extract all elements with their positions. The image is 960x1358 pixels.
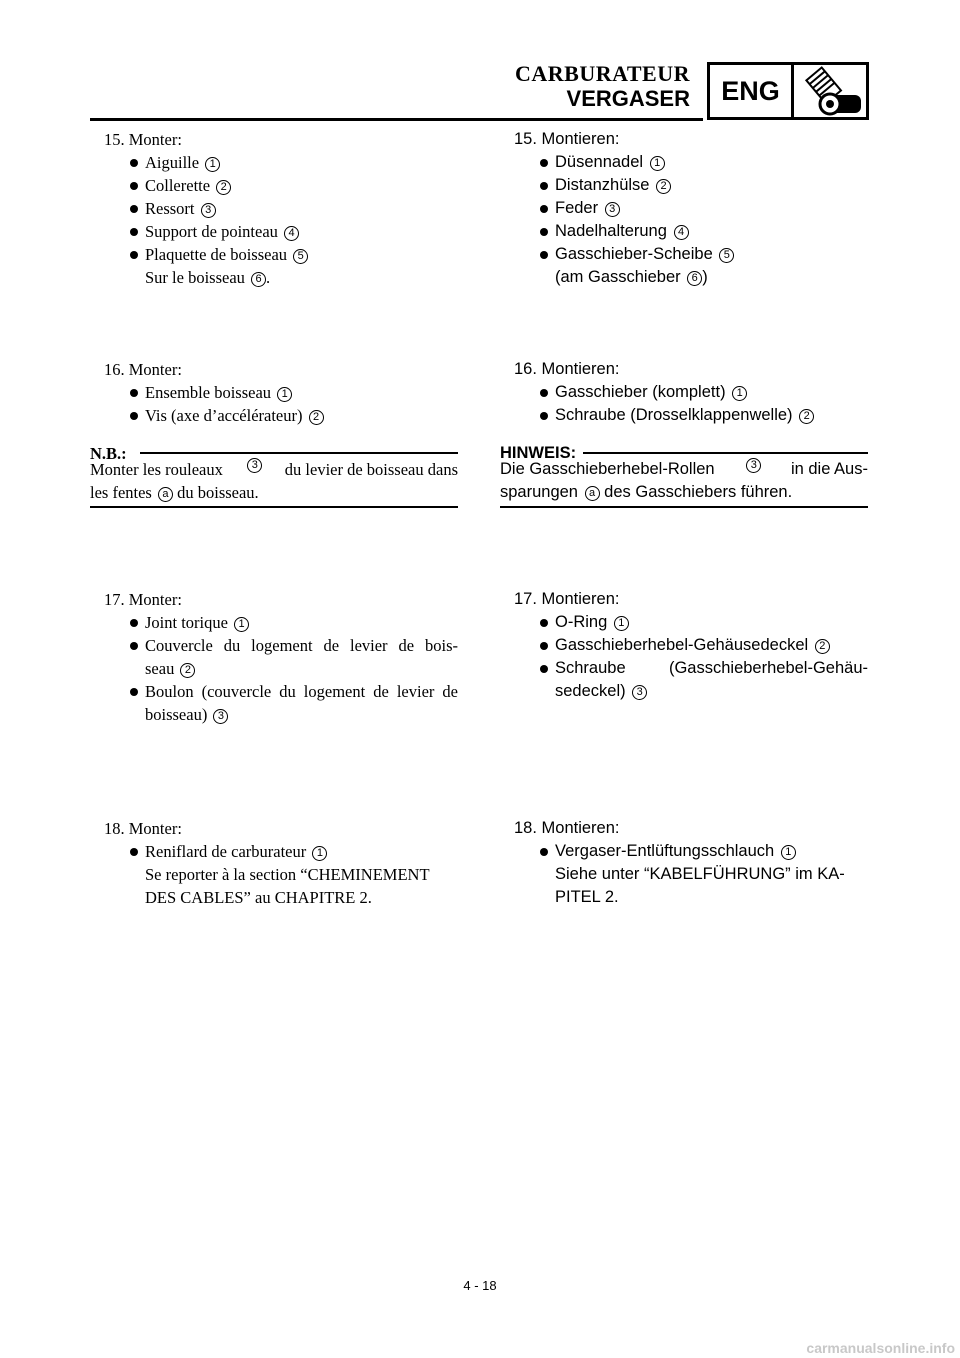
de-note-bottom-rule [500,506,868,508]
list-item [90,611,458,634]
item-text: Schraube (Gasschieberhebel-Gehäu- [555,659,868,677]
cont-text: boisseau) [145,705,208,724]
callout-number: 6 [687,271,702,286]
item-text: Gasschieber-Scheibe [555,245,713,263]
bullet-icon [540,228,548,236]
item-text: Nadelhalterung [555,222,667,240]
page-number: 4 - 18 [463,1278,497,1293]
callout-number: 3 [201,203,216,218]
list-item [90,220,458,243]
list-item [500,243,868,266]
item-text: Ensemble boisseau [145,383,272,402]
continuation-text: PITEL 2. [555,888,619,906]
list-item [500,174,868,197]
continuation-text [90,266,458,289]
bullet-icon [540,848,548,856]
fr-step-16 [90,358,458,427]
fr-step-15 [90,128,458,289]
section-tag-box [707,62,869,120]
list-item [90,174,458,197]
callout-letter: a [585,486,600,501]
fr-note-heading: N.B.: [90,444,127,463]
header-title-de: VERGASER [566,86,690,111]
list-item [500,220,868,243]
fr-step-16-title: 16. Monter: [104,360,182,379]
list-item [500,611,868,634]
item-text: Gasschieberhebel-Gehäusedeckel [555,636,809,654]
note-text-part: in die Aus- [790,460,868,478]
list-item [500,634,868,657]
callout-number: 3 [247,458,262,473]
item-text: Plaquette de boisseau [145,245,288,264]
callout-number: 3 [213,709,228,724]
callout-number: 4 [674,225,689,240]
item-text: Distanzhülse [555,176,650,194]
watermark: carmanualsonline.info [806,1340,955,1356]
de-step-15-title: 15. Montieren: [514,130,620,148]
continuation-text [500,266,868,289]
cont-text: Sur le boisseau [145,268,245,287]
de-step-16 [500,358,868,427]
continuation-text [90,657,458,680]
bullet-icon [130,642,138,650]
item-text: Joint torique [145,613,228,632]
list-item [90,840,458,863]
bullet-icon [130,228,138,236]
item-text: Vergaser-Entlüftungsschlauch [555,842,775,860]
continuation-text: DES CABLES” au CHAPITRE 2. [145,888,372,907]
list-item [500,151,868,174]
bullet-icon [540,182,548,190]
callout-letter: a [158,487,173,502]
fr-step-15-title: 15. Monter: [104,130,182,149]
bullet-icon [130,251,138,259]
list-item [500,657,868,680]
bullet-icon [130,619,138,627]
item-text: Feder [555,199,599,217]
callout-number: 2 [815,639,830,654]
callout-number: 1 [205,157,220,172]
bullet-icon [130,688,138,696]
continuation-text: Siehe unter “KABELFÜHRUNG” im KA- [555,865,845,883]
de-step-17-title: 17. Montieren: [514,590,620,608]
note-text-part: Monter les rouleaux [90,460,223,479]
callout-number: 1 [650,156,665,171]
de-step-17 [500,588,868,703]
list-item [500,404,868,427]
fr-note-bottom-rule [90,506,458,508]
bullet-icon [540,251,548,259]
item-text: Support de pointeau [145,222,278,241]
continuation-text [500,680,868,703]
callout-number: 5 [719,248,734,263]
cont-text: sedeckel) [555,682,626,700]
callout-number: 1 [234,617,249,632]
note-text-part: du boisseau. [177,483,259,502]
list-item [90,404,458,427]
callout-number: 2 [656,179,671,194]
item-text: Ressort [145,199,195,218]
engine-piston-icon [797,65,866,117]
bullet-icon [130,205,138,213]
cont-text: (am Gasschieber [555,268,681,286]
list-item [500,197,868,220]
bullet-icon [540,389,548,397]
item-text: Aiguille [145,153,200,172]
list-item [500,840,868,863]
callout-number: 2 [309,410,324,425]
callout-number: 3 [605,202,620,217]
fr-note-text [90,458,458,504]
item-text: Düsennadel [555,153,644,171]
item-text: Vis (axe d’accélérateur) [145,406,303,425]
list-item [90,381,458,404]
de-note-heading: HINWEIS: [500,444,577,462]
callout-number: 1 [732,386,747,401]
callout-number: 2 [799,409,814,424]
header-rule [90,118,703,121]
de-step-16-title: 16. Montieren: [514,360,620,378]
callout-number: 1 [614,616,629,631]
item-text: Reniflard de carburateur [145,842,307,861]
continuation-text [90,703,458,726]
bullet-icon [540,619,548,627]
cont-end: . [266,268,271,287]
callout-number: 6 [251,272,266,287]
de-step-18 [500,817,868,909]
list-item [90,243,458,266]
fr-step-18-title: 18. Monter: [104,819,182,838]
bullet-icon [540,412,548,420]
note-text-part: sparungen [500,483,578,501]
bullet-icon [540,665,548,673]
fr-note-rule [140,452,458,454]
bullet-icon [130,848,138,856]
callout-number: 4 [284,226,299,241]
de-note-text [500,458,868,504]
callout-number: 3 [632,685,647,700]
item-text: Couvercle du logement de levier de bois- [145,636,458,655]
de-step-18-title: 18. Montieren: [514,819,620,837]
callout-number: 3 [746,458,761,473]
cont-text: seau [145,659,175,678]
bullet-icon [540,642,548,650]
list-item [90,680,458,703]
bullet-icon [130,389,138,397]
callout-number: 2 [216,180,231,195]
item-text: Collerette [145,176,211,195]
callout-number: 1 [312,846,327,861]
fr-step-18 [90,817,458,909]
list-item [90,634,458,657]
note-text-part: des Gasschiebers führen. [604,483,793,501]
de-note-rule [583,452,868,454]
bullet-icon [130,412,138,420]
note-text-part: du levier de boisseau dans [284,460,458,479]
item-text: Boulon (couvercle du logement de levier de [145,682,458,701]
bullet-icon [540,205,548,213]
continuation-text: Se reporter à la section “CHEMINEMENT [145,865,430,884]
list-item [500,381,868,404]
item-text: O-Ring [555,613,608,631]
header-title-fr: CARBURATEUR [515,61,690,86]
section-tag-label: ENG [710,65,794,117]
list-item [90,151,458,174]
note-text-part: Die Gasschieberhebel-Rollen [500,460,715,478]
bullet-icon [130,182,138,190]
bullet-icon [130,159,138,167]
cont-end: ) [702,268,708,286]
de-step-15 [500,128,868,289]
note-text-part: les fentes [90,483,152,502]
item-text: Schraube (Drosselklappenwelle) [555,406,793,424]
bullet-icon [540,159,548,167]
fr-step-17-title: 17. Monter: [104,590,182,609]
fr-step-17 [90,588,458,726]
item-text: Gasschieber (komplett) [555,383,726,401]
callout-number: 5 [293,249,308,264]
callout-number: 1 [277,387,292,402]
callout-number: 2 [180,663,195,678]
callout-number: 1 [781,845,796,860]
list-item [90,197,458,220]
